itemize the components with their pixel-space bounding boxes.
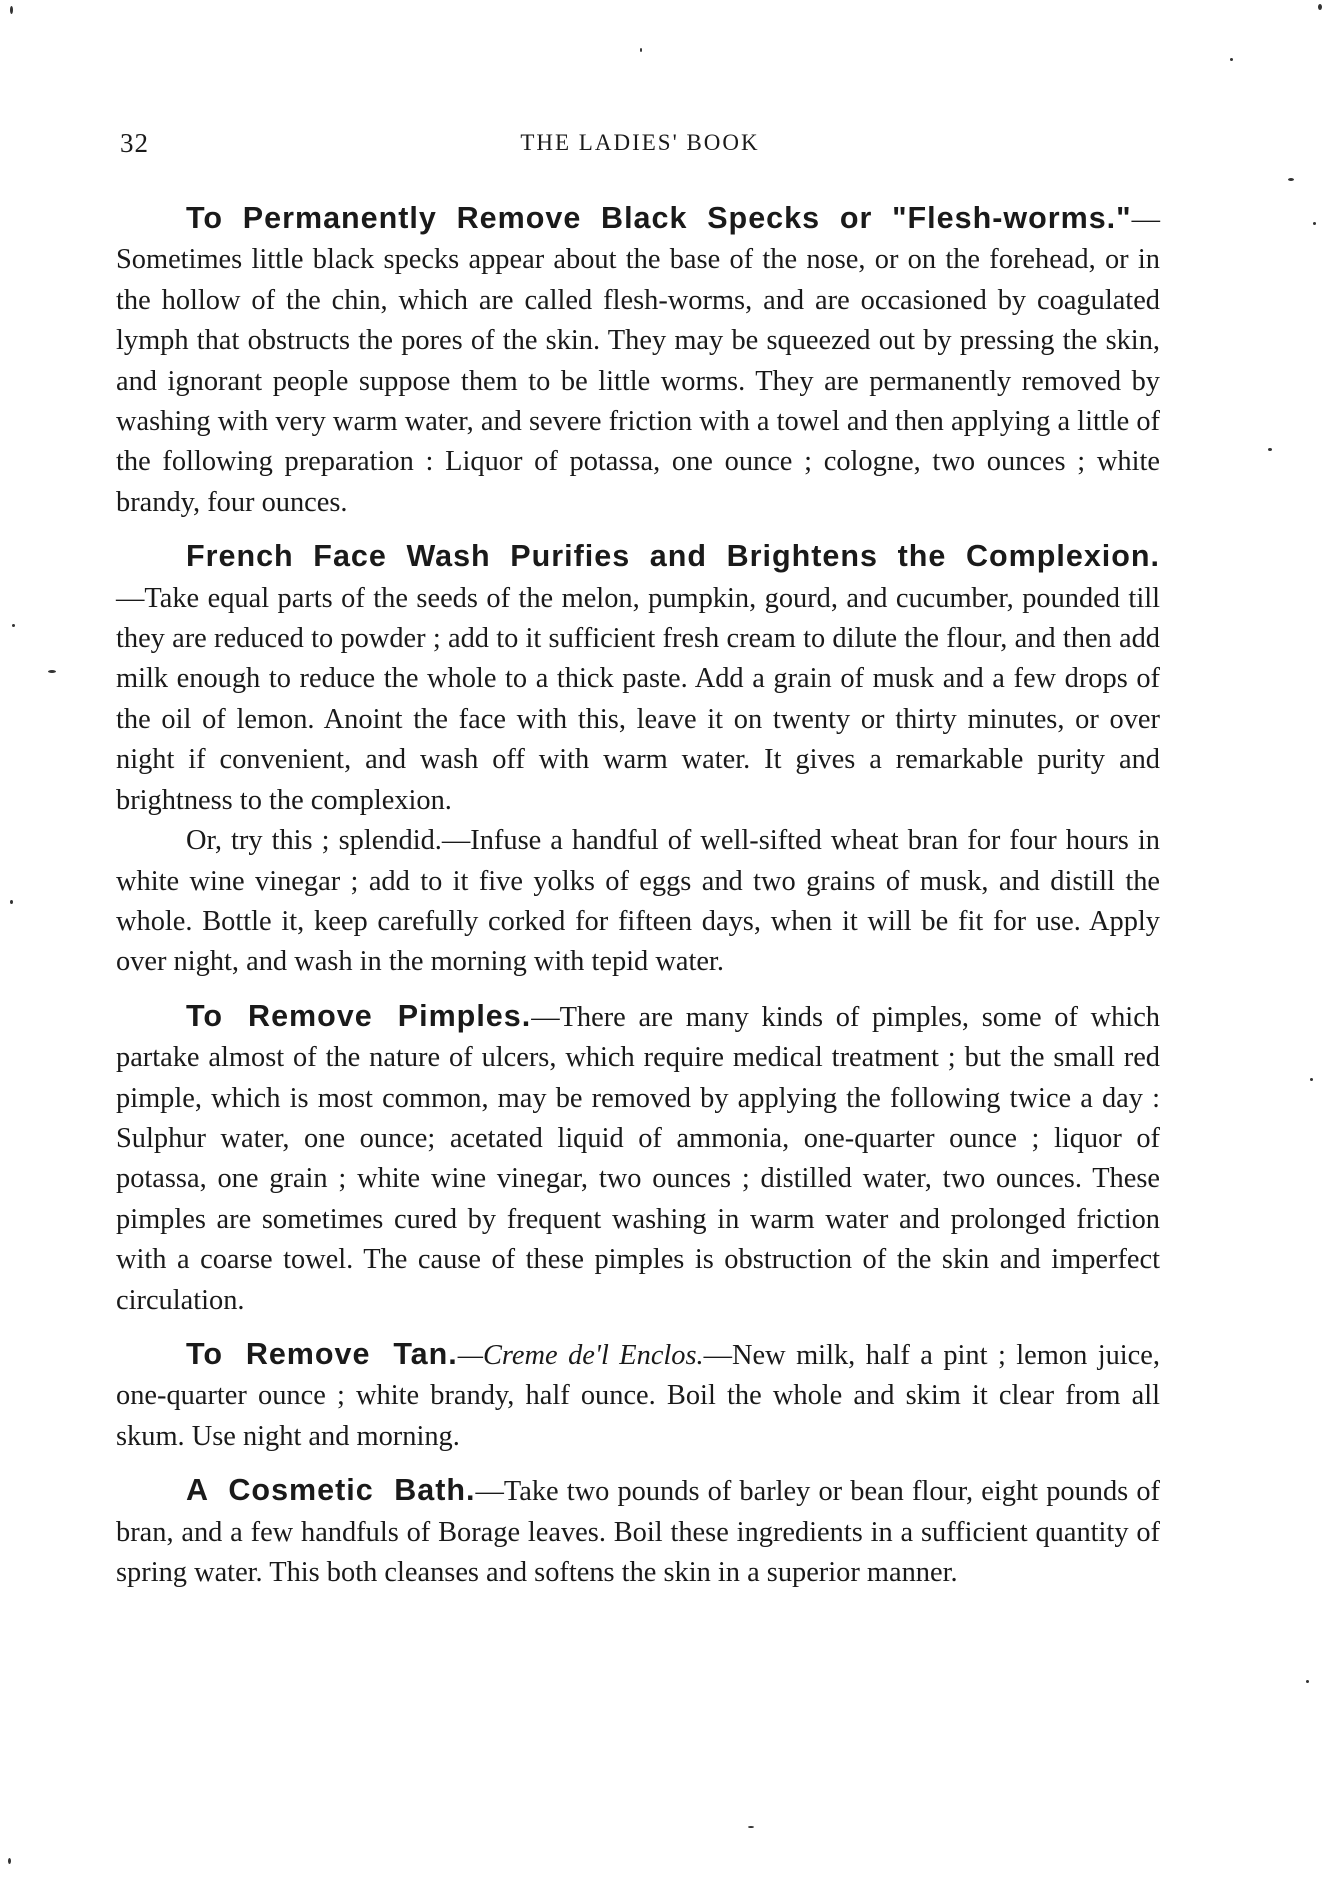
section-heading: To Remove Pimples. (186, 998, 532, 1033)
scan-speck (1268, 448, 1272, 451)
scan-speck (48, 670, 56, 673)
running-head (120, 128, 1160, 168)
scan-speck (748, 1826, 754, 1828)
scan-speck (1313, 222, 1316, 225)
section-heading: To Remove Tan. (186, 1336, 458, 1371)
scan-speck (10, 6, 13, 14)
section-text: —Sometimes little black specks appear about the base of the nose, or on the forehead, or in the hollow of the chin, which are called flesh-worms, and are occasioned by coagulated lymph that obstructs the pores of the skin. They may be squeezed out by pressing the skin, and ignorant people suppose them to be little worms. They are permanently removed by washing with very warm water, and severe friction with a towel and then applying a little of the following preparation : Liquor of potassa, one ounce ; cologne, two ounces ; white brandy, four ounces. (116, 204, 1160, 518)
section-text: Or, try this ; splendid.—Infuse a handful of well-sifted wheat bran for four hours in white wine vinegar ; add to it five yolks of eggs and two grains of musk, and distill the whole. Bottle it, keep carefully corked for fifteen days, when it will be fit for use. Apply over night, and wash in the morning with tepid water. (116, 825, 1160, 978)
scan-speck (1288, 178, 1294, 181)
scan-speck (1318, 4, 1322, 10)
section-text: —Take two pounds of barley or bean flour, eight pounds of bran, and a few handfuls of Borage leaves. Boil these ingredients in a sufficient quantity of spring water. This both cleanses and softens the skin in a superior manner. (116, 1476, 1160, 1588)
page-number: 32 (120, 128, 149, 158)
paragraph-pimples (116, 996, 1160, 1321)
scan-speck (1230, 58, 1233, 61)
paragraph-alternative-recipe (116, 821, 1160, 983)
section-text: —Take equal parts of the seeds of the melon, pumpkin, gourd, and cucumber, pounded till they are reduced to powder ; add to it sufficient fresh cream to dilute the flour, and then add milk enough to reduce the whole to a thick paste. Add a grain of musk and a few drops of the oil of lemon. Anoint the face with this, leave it on twenty or thirty minutes, or over night if convenient, and wash off with warm water. It gives a remarkable purity and brightness to the complexion. (116, 582, 1160, 816)
scan-speck (640, 48, 642, 52)
scan-speck (8, 1858, 11, 1864)
paragraph-tan (116, 1334, 1160, 1457)
section-text: —New milk, half a pint ; lemon juice, one-quarter ounce ; white brandy, half ounce. Boil the whole and skim it clear from all skum. Use night and morning. (116, 1339, 1160, 1452)
section-heading: French Face Wash Purifies and Brightens the Complexion. (186, 539, 1160, 574)
section-text: —There are many kinds of pimples, some of which partake almost of the nature of ulcers, which require medical treatment ; but the small red pimple, which is most common, may be removed by applying the following twice a day : Sulphur water, one ounce; acetated liquid of ammonia, one-quarter ounce ; liquor of potassa, one grain ; white wine vinegar, two ounces ; distilled water, two ounces. These pimples are sometimes cured by frequent washing in warm water and prolonged friction with a coarse towel. The cause of these pimples is obstruction of the skin and imperfect circulation. (116, 1001, 1160, 1316)
body-text (116, 198, 1160, 1593)
scan-speck (12, 624, 15, 627)
paragraph-french-face-wash (116, 536, 1160, 821)
paragraph-cosmetic-bath (116, 1470, 1160, 1593)
paragraph-flesh-worms (116, 198, 1160, 523)
recipe-name: —Creme de'l Enclos. (457, 1339, 704, 1371)
scan-speck (10, 900, 13, 904)
scan-speck (1310, 1078, 1313, 1081)
section-heading: A Cosmetic Bath. (186, 1473, 476, 1508)
running-title: THE LADIES' BOOK (520, 130, 760, 155)
section-heading: To Permanently Remove Black Specks or "Flesh-worms." (186, 201, 1132, 235)
scan-speck (1306, 1680, 1309, 1683)
